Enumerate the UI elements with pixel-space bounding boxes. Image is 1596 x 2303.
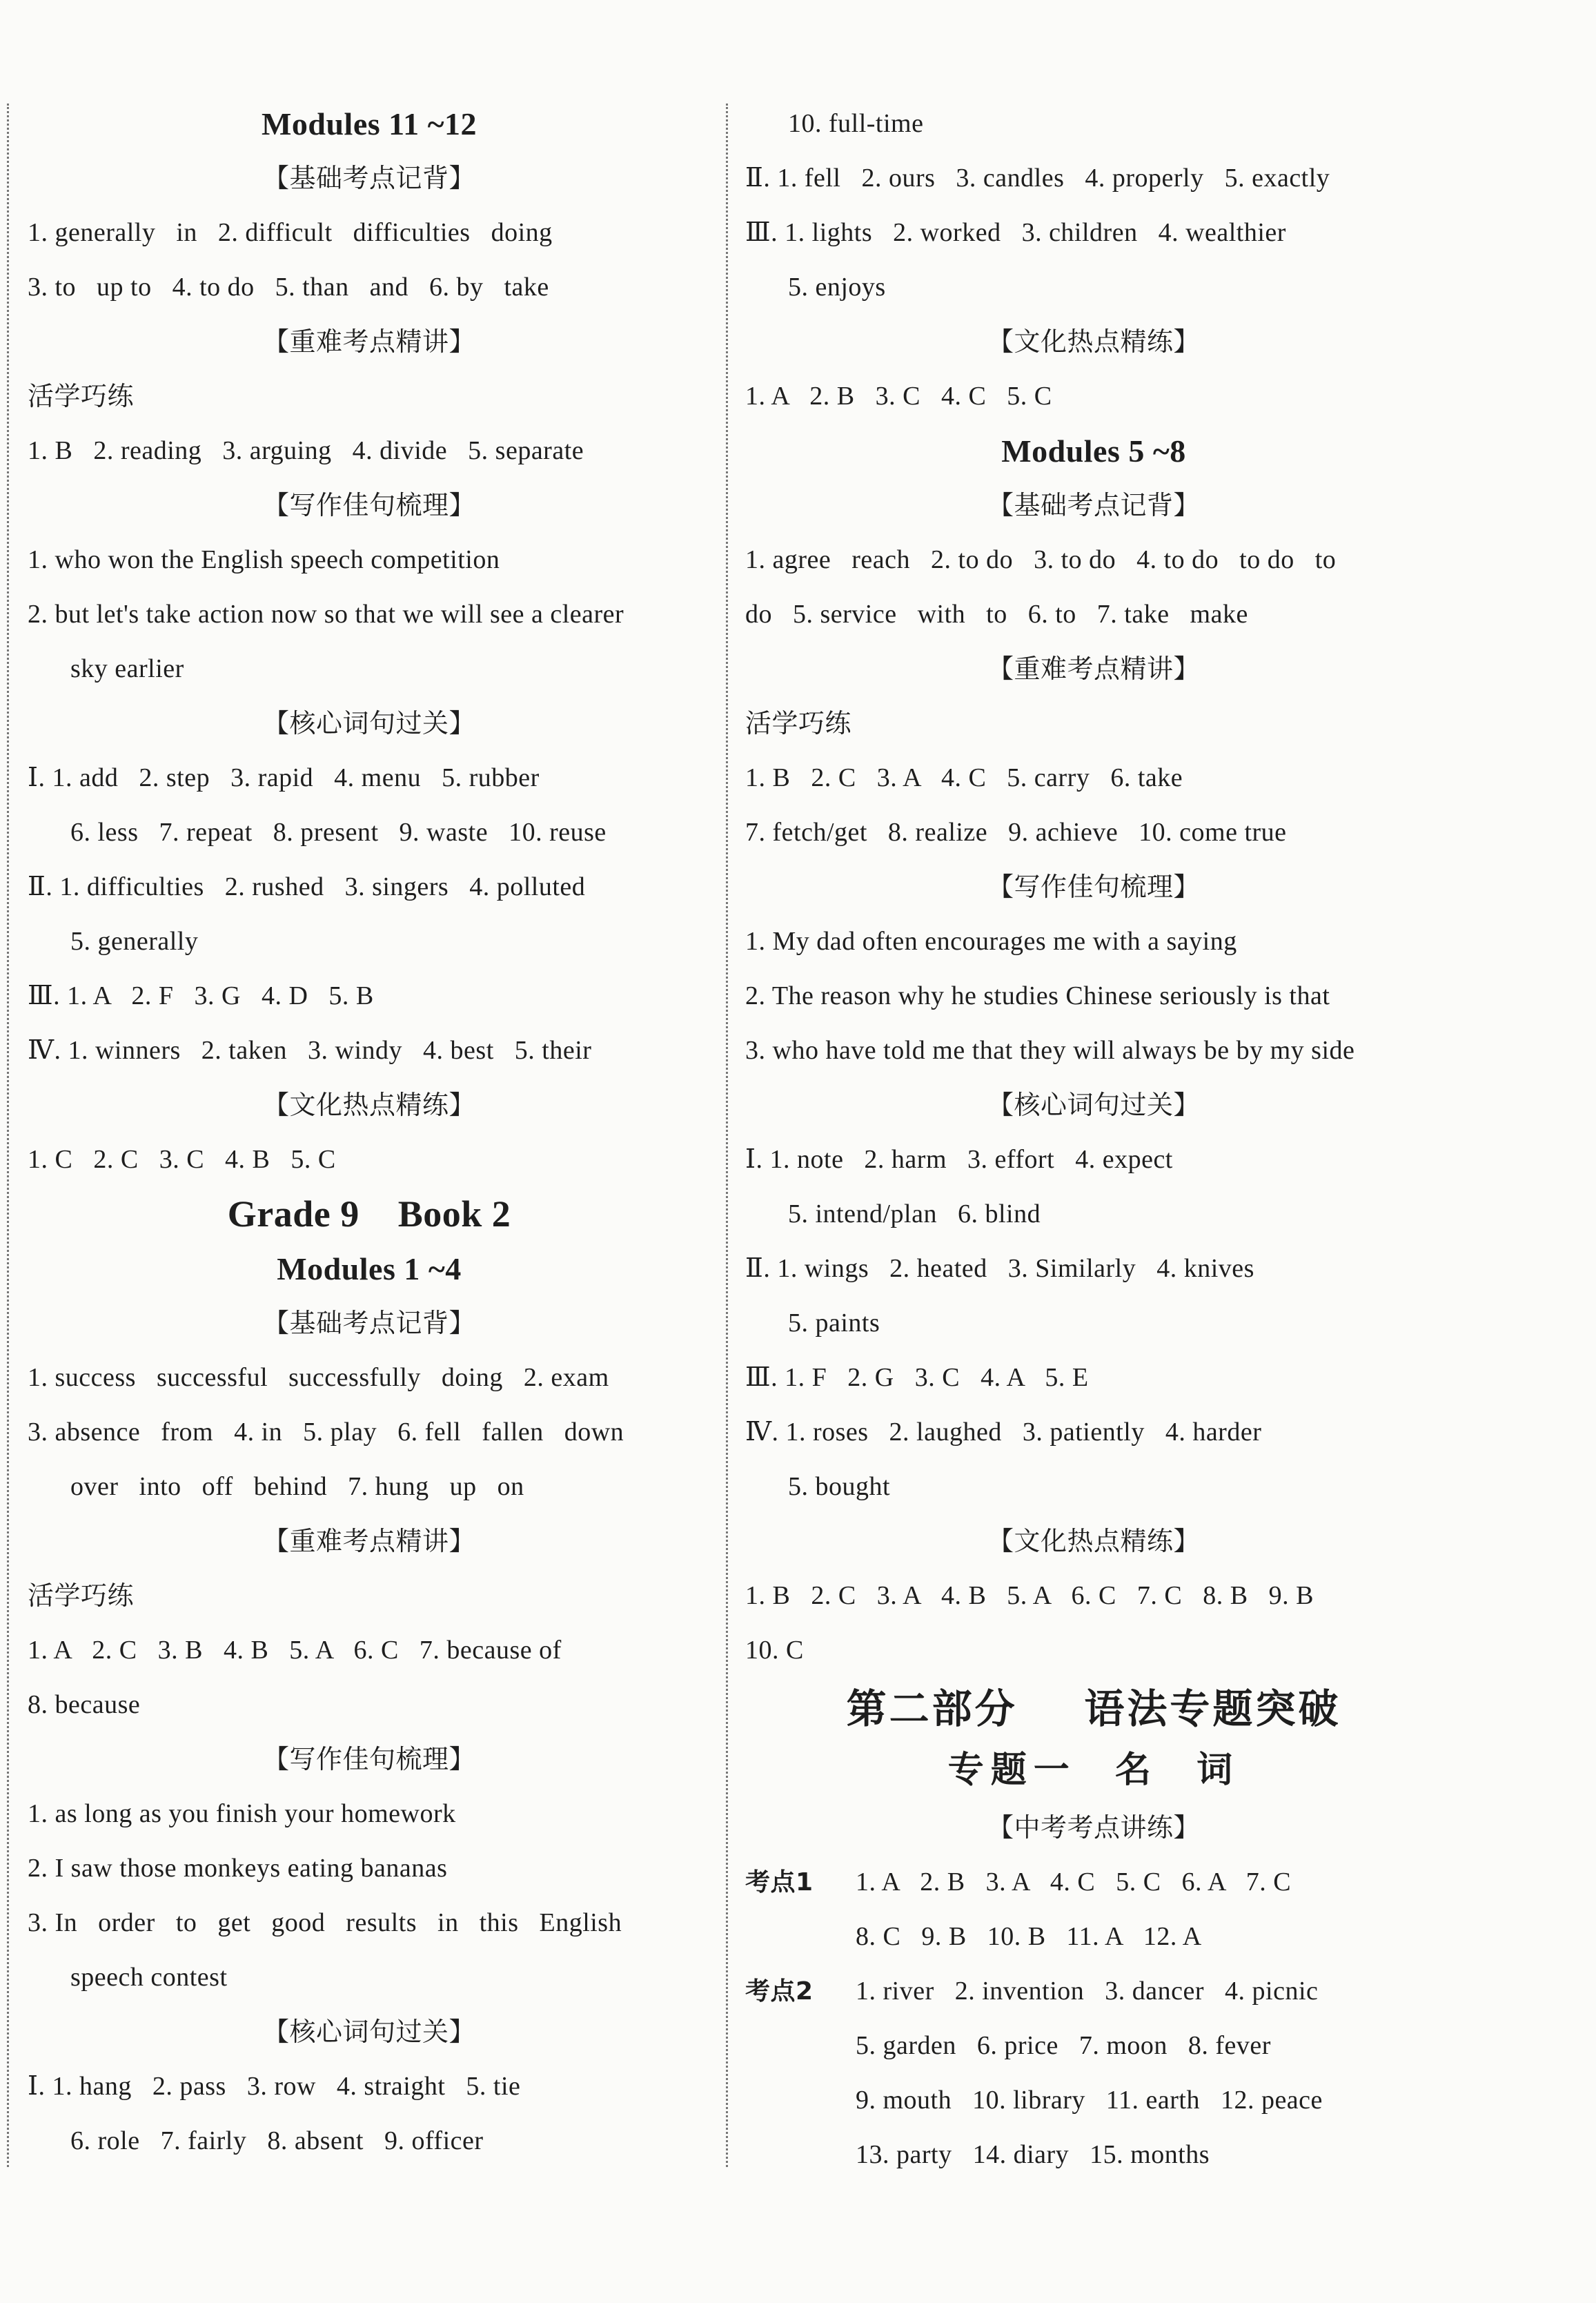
answer-line: 5. garden 6. price 7. moon 8. fever <box>856 2031 1271 2060</box>
answer-line: 1. generally in 2. difficult difficulties doing <box>28 218 553 247</box>
section-heading: 【基础考点记背】 <box>262 163 475 193</box>
topic-heading: 专题一 名 词 <box>947 1750 1240 1791</box>
answer-line: 7. fetch/get 8. realize 9. achieve 10. come true <box>745 818 1287 847</box>
answer-line: 1. as long as you finish your homework <box>28 1799 456 1828</box>
answer-line: 5. intend/plan 6. blind <box>788 1199 1041 1228</box>
answer-line: 3. In order to get good results in this English <box>28 1908 622 1937</box>
answer-line: 1. B 2. C 3. A 4. C 5. carry 6. take <box>745 763 1183 792</box>
module-heading: Modules 5 ~8 <box>1001 433 1186 469</box>
section-heading: 【基础考点记背】 <box>987 490 1200 520</box>
answer-line: 10. full-time <box>788 109 924 138</box>
answer-line: Ⅱ. 1. difficulties 2. rushed 3. singers 4. polluted <box>28 872 586 901</box>
section-heading: 【文化热点精练】 <box>987 1526 1200 1556</box>
answer-line: Ⅱ. 1. wings 2. heated 3. Similarly 4. knives <box>745 1254 1254 1283</box>
column-divider-dotted-line <box>726 104 728 2167</box>
module-heading: Modules 1 ~4 <box>277 1251 462 1286</box>
section-heading: 【基础考点记背】 <box>262 1308 475 1338</box>
answer-line: 5. paints <box>788 1309 880 1337</box>
section-heading: 【写作佳句梳理】 <box>262 1744 475 1774</box>
answer-line: Ⅰ. 1. add 2. step 3. rapid 4. menu 5. rubber <box>28 763 540 792</box>
section-heading: 【文化热点精练】 <box>987 326 1200 357</box>
section-heading: 【核心词句过关】 <box>262 2017 475 2047</box>
answer-line: 13. party 14. diary 15. months <box>856 2140 1210 2169</box>
section-heading: 【文化热点精练】 <box>262 1090 475 1120</box>
answer-line: Ⅳ. 1. roses 2. laughed 3. patiently 4. harder <box>745 1418 1262 1447</box>
answer-line: 1. B 2. reading 3. arguing 4. divide 5. separate <box>28 436 584 465</box>
answer-line: Ⅳ. 1. winners 2. taken 3. windy 4. best 5. their <box>28 1036 592 1065</box>
answer-line: 5. bought <box>788 1472 891 1501</box>
left-answer-column <box>28 97 711 2168</box>
answer-line: 9. mouth 10. library 11. earth 12. peace <box>856 2086 1323 2115</box>
exam-point-line <box>745 1855 1442 1910</box>
answer-line: Ⅲ. 1. A 2. F 3. G 4. D 5. B <box>28 981 374 1010</box>
answer-line: 1. B 2. C 3. A 4. B 5. A 6. C 7. C 8. B 9. B <box>745 1581 1314 1610</box>
right-answer-column <box>745 97 1442 2182</box>
answer-line: 8. because <box>28 1690 141 1719</box>
section-heading: 【写作佳句梳理】 <box>262 490 475 520</box>
answer-line: speech contest <box>70 1963 228 1992</box>
section-heading: 【重难考点精讲】 <box>262 326 475 357</box>
answer-line: Ⅰ. 1. note 2. harm 3. effort 4. expect <box>745 1145 1173 1174</box>
answer-line: 2. The reason why he studies Chinese seriously is that <box>745 981 1330 1010</box>
answer-line: 3. absence from 4. in 5. play 6. fell fallen down <box>28 1418 624 1447</box>
exam-point-answers: 1. A 2. B 3. A 4. C 5. C 6. A 7. C <box>856 1868 1292 1897</box>
exam-point-answers: 1. river 2. invention 3. dancer 4. picnic <box>856 1977 1319 2006</box>
left-margin-dotted-line <box>7 104 9 2167</box>
practice-label: 活学巧练 <box>28 1580 135 1611</box>
answer-line: 2. I saw those monkeys eating bananas <box>28 1854 448 1883</box>
answer-line: 6. less 7. repeat 8. present 9. waste 10. reuse <box>70 818 607 847</box>
section-heading: 【重难考点精讲】 <box>987 654 1200 684</box>
exam-point-label: 考点1 <box>745 1868 814 1897</box>
answer-line: 10. C <box>745 1636 804 1665</box>
section-heading: 【中考考点讲练】 <box>987 1812 1200 1843</box>
answer-line: sky earlier <box>70 654 184 683</box>
exam-point-label: 考点2 <box>745 1977 814 2006</box>
answer-line: 5. generally <box>70 927 199 956</box>
answer-line: Ⅲ. 1. F 2. G 3. C 4. A 5. E <box>745 1363 1089 1392</box>
answer-line: Ⅰ. 1. hang 2. pass 3. row 4. straight 5. tie <box>28 2072 521 2101</box>
answer-line: Ⅱ. 1. fell 2. ours 3. candles 4. properly 5. exactly <box>745 164 1330 193</box>
answer-line: 3. to up to 4. to do 5. than and 6. by take <box>28 273 549 302</box>
practice-label: 活学巧练 <box>745 708 852 738</box>
answer-line: 2. but let's take action now so that we will see a clearer <box>28 600 624 629</box>
answer-line: 1. success successful successfully doing 2. exam <box>28 1363 609 1392</box>
book-heading: Grade 9 Book 2 <box>227 1193 511 1235</box>
answer-line: 8. C 9. B 10. B 11. A 12. A <box>856 1922 1202 1951</box>
answer-line: do 5. service with to 6. to 7. take make <box>745 600 1248 629</box>
answer-line: 3. who have told me that they will always be by my side <box>745 1036 1355 1065</box>
answer-line: 6. role 7. fairly 8. absent 9. officer <box>70 2126 484 2155</box>
answer-line: 5. enjoys <box>788 273 886 302</box>
answer-line: 1. A 2. B 3. C 4. C 5. C <box>745 382 1052 411</box>
section-heading: 【核心词句过关】 <box>987 1090 1200 1120</box>
answer-line: 1. who won the English speech competition <box>28 545 500 574</box>
answer-line: over into off behind 7. hung up on <box>70 1472 524 1501</box>
answer-line: 1. agree reach 2. to do 3. to do 4. to do to do to <box>745 545 1337 574</box>
answer-line: 1. A 2. C 3. B 4. B 5. A 6. C 7. because of <box>28 1636 562 1665</box>
answer-line: 1. My dad often encourages me with a saying <box>745 927 1237 956</box>
section-heading: 【核心词句过关】 <box>262 708 475 738</box>
module-heading: Modules 11 ~12 <box>261 106 477 141</box>
section-heading: 【重难考点精讲】 <box>262 1526 475 1556</box>
answer-line: 1. C 2. C 3. C 4. B 5. C <box>28 1145 336 1174</box>
section-heading: 【写作佳句梳理】 <box>987 872 1200 902</box>
answer-line: Ⅲ. 1. lights 2. worked 3. children 4. wealthier <box>745 218 1286 247</box>
exam-point-line <box>745 1964 1442 2019</box>
part-heading: 第二部分 语法专题突破 <box>846 1685 1341 1732</box>
practice-label: 活学巧练 <box>28 381 135 411</box>
